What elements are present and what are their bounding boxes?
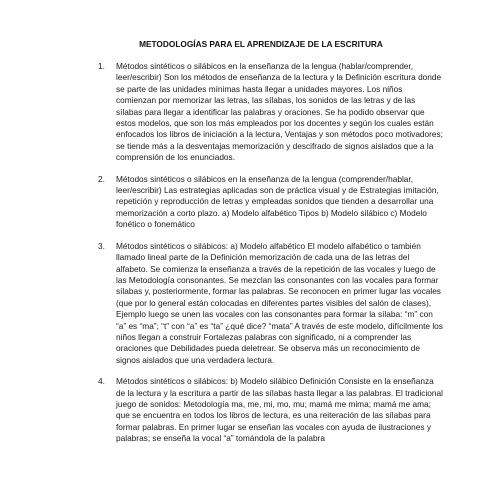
list-item-number: 1. <box>98 61 105 71</box>
list-item-number: 3. <box>98 240 105 251</box>
list-item <box>98 61 443 164</box>
list-item-text: Métodos sintéticos o silábicos en la enseñanza de la lengua (comprender/hablar, leer/escribir) Las estrategias aplicadas son de práctica visual y de Estrategias imitación, repetición y reproducción de letras y empleadas sonidos que tienden a desarrollar una memorización a corto plazo. a) Modelo alfabético Tipos b) Modelo silábico c) Modelo fonético o fonemático <box>116 173 439 230</box>
document-title: METODOLOGÍAS PARA EL APRENDIZAJE DE LA ESCRITURA <box>139 39 383 49</box>
list-item-text: Métodos sintéticos o silábicos: a) Modelo alfabético El modelo alfabético o también llamado lineal parte de la Definición memorización de cada una de las letras del alfabeto. Se comienza la enseñanza a través de la repetición de las vocales y luego de las Metodología consonantes. Se mezclan las consonantes con las vocales para formar sílabas y, posteriormente, formar las palabras. Se reconocen en primer lugar las vocales (que por lo general están colocadas en diferentes partes visibles del salón de clases), Ejemplo luego se unen las vocales con las consonantes para formar la sílaba: “m” con “a” es “ma”; “t” con “a” es “ta” ¿qué dice? “mata” A través de este modelo, difícilmente los niños llegan a construir Fortalezas palabras con significado, ni a comprender las oraciones que Debilidades pueda deletrear. Se observa más un reconocimiento de signos aislados que una verdadera lectura. <box>116 240 443 365</box>
methods-list <box>98 61 443 455</box>
list-item <box>98 241 443 366</box>
list-item-text: Métodos sintéticos o silábicos: b) Modelo silábico Definición Consiste en la enseñanza de la lectura y la escritura a partir de las sílabas hasta llegar a las palabras. El tradicional juego de sonidos: Metodología ma, me, mi, mo, mu; mamá me mima; mamá me ama; que se encuentra en todos los libros de lectura, es una reiteración de las sílabas para formar palabras. En primer lugar se enseñan las vocales con ayuda de ilustraciones y palabras; se enseña la vocal “a” tomándola de la palabra <box>116 376 443 444</box>
list-item-text: Métodos sintéticos o silábicos en la enseñanza de la lengua (hablar/comprender, leer/escribir) Son los métodos de enseñanza de la lectura y la Definición escritura donde se parte de las unidades mínimas hasta llegar a unidades mayores. Los niños comienzan por memorizar las letras, las sílabas, los sonidos de las letras y de las sílabas para llegar a identificar las palabras y oraciones. Se ha podido observar que estos modelos, que son los más empleados por los docentes y según los cuales están enfocados los libros de iniciación a la lectura, Ventajas y son métodos poco motivadores; se tiende más a la desventajas memorización y descifrado de signos aislados que a la comprensión de los enunciados. <box>116 61 443 163</box>
list-item-number: 4. <box>98 376 105 387</box>
list-item-number: 2. <box>98 173 105 184</box>
list-item <box>98 174 443 231</box>
list-item <box>98 376 443 444</box>
